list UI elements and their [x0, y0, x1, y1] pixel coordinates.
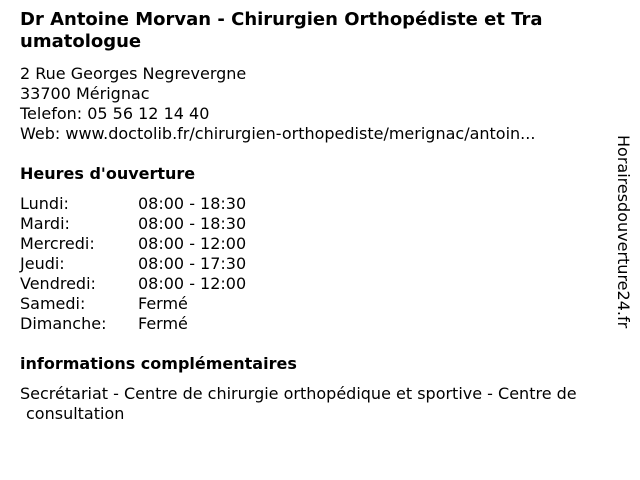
day-label: Samedi: [20, 294, 86, 313]
hours-value: 08:00 - 18:30 [138, 194, 247, 213]
day-label: Dimanche: [20, 314, 107, 333]
day-label: Jeudi: [20, 254, 65, 273]
opening-hours-heading: Heures d'ouverture [20, 164, 196, 183]
additional-info-line-2: consultation [26, 404, 125, 423]
page-title [20, 9, 610, 53]
hours-value: 08:00 - 12:00 [138, 274, 247, 293]
additional-info-text [20, 384, 632, 424]
hours-value: Fermé [138, 294, 188, 313]
website-link[interactable]: Web: www.doctolib.fr/chirurgien-orthopediste/merignac/antoin... [20, 124, 536, 143]
day-label: Vendredi: [20, 274, 96, 293]
hours-value: 08:00 - 17:30 [138, 254, 247, 273]
day-label: Mardi: [20, 214, 70, 233]
day-label: Lundi: [20, 194, 69, 213]
page-title-line-1: Dr Antoine Morvan - Chirurgien Orthopédiste et Tra [20, 9, 543, 30]
additional-info-heading: informations complémentaires [20, 354, 297, 373]
hours-value: 08:00 - 18:30 [138, 214, 247, 233]
page-title-line-2: umatologue [20, 31, 142, 52]
phone-number: Telefon: 05 56 12 14 40 [20, 104, 210, 123]
city-postal-code: 33700 Mérignac [20, 84, 150, 103]
hours-value: 08:00 - 12:00 [138, 234, 247, 253]
day-label: Mercredi: [20, 234, 95, 253]
address-block [20, 64, 535, 144]
site-watermark: Horairesdouverture24.fr [614, 135, 633, 329]
street-address: 2 Rue Georges Negrevergne [20, 64, 247, 83]
additional-info-line-1: Secrétariat - Centre de chirurgie orthopédique et sportive - Centre de [20, 384, 577, 403]
hours-value: Fermé [138, 314, 188, 333]
